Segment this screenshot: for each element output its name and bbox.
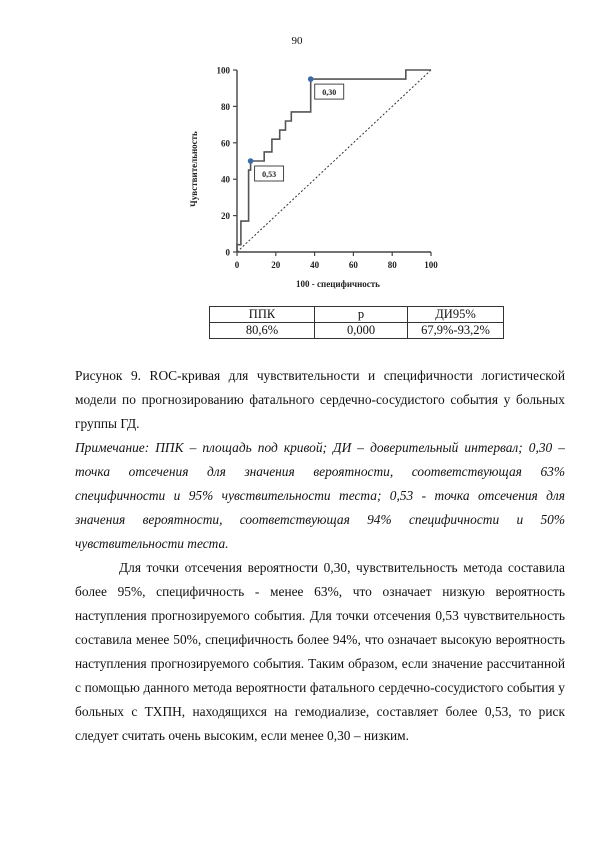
page-number: 90	[291, 35, 303, 47]
cutoff-label: 0,30	[322, 88, 337, 98]
table-row	[210, 323, 504, 339]
table-cell: 80,6%	[210, 323, 315, 339]
x-tick-label: 0	[234, 260, 240, 270]
y-tick-label: 20	[221, 211, 230, 222]
table-cell: 67,9%-93,2%	[408, 323, 504, 339]
roc-chart	[0, 0, 594, 300]
x-tick-label: 40	[310, 260, 320, 270]
y-tick-label: 0	[225, 247, 230, 258]
cutoff-point	[308, 76, 314, 82]
table-header-cell: ДИ95%	[408, 307, 504, 323]
figure-caption: Рисунок 9. ROC-кривая для чувствительности и специфичности логистической модели по прогнозированию фатального сердечно-сосудистого события у больных группы ГД.	[75, 368, 565, 431]
stats-table	[209, 306, 504, 339]
y-tick-label: 40	[221, 174, 230, 185]
x-tick-label: 20	[271, 260, 281, 270]
cutoff-label: 0,53	[262, 170, 277, 179]
table-header-cell: p	[315, 307, 408, 323]
table-header-row	[210, 307, 504, 323]
y-tick-label: 80	[221, 101, 230, 112]
table-cell: 0,000	[315, 323, 408, 339]
x-tick-label: 60	[348, 260, 358, 270]
table-header-cell: ППК	[210, 307, 315, 323]
x-tick-label: 80	[387, 260, 397, 270]
y-tick-label: 60	[221, 138, 230, 149]
figure-note: Примечание: ППК – площадь под кривой; ДИ – доверительный интервал; 0,30 – точка отсечения для значения вероятности, соответствующая 63% специфичности и 95% чувствительности теста; 0,53 - точка отсечения для значения вероятности, соответствующая 94% специфичности и 50% чувствительности теста.	[75, 440, 565, 551]
x-axis-title: 100 - специфичность	[296, 279, 380, 289]
cutoff-point	[248, 158, 254, 164]
y-tick-label: 100	[216, 65, 230, 76]
body-paragraph: Для точки отсечения вероятности 0,30, чувствительность метода составила более 95%, специфичность - менее 63%, что означает низкую вероятность наступления прогнозируемого события. Для точки отсечения 0,53 чувствительность составила менее 50%, специфичность более 94%, что означает высокую вероятность наступления прогнозируемого события. Таким образом, если значение рассчитанной с помощью данного метода вероятности фатального сердечно-сосудистого события у больных с ТХПН, находящихся на гемодиализе, составляет более 0,53, то риск следует считать очень высоким, если менее 0,30 – низким.	[75, 560, 565, 743]
x-tick-label: 100	[424, 260, 438, 270]
y-axis-title: Чувствительность	[189, 131, 199, 207]
